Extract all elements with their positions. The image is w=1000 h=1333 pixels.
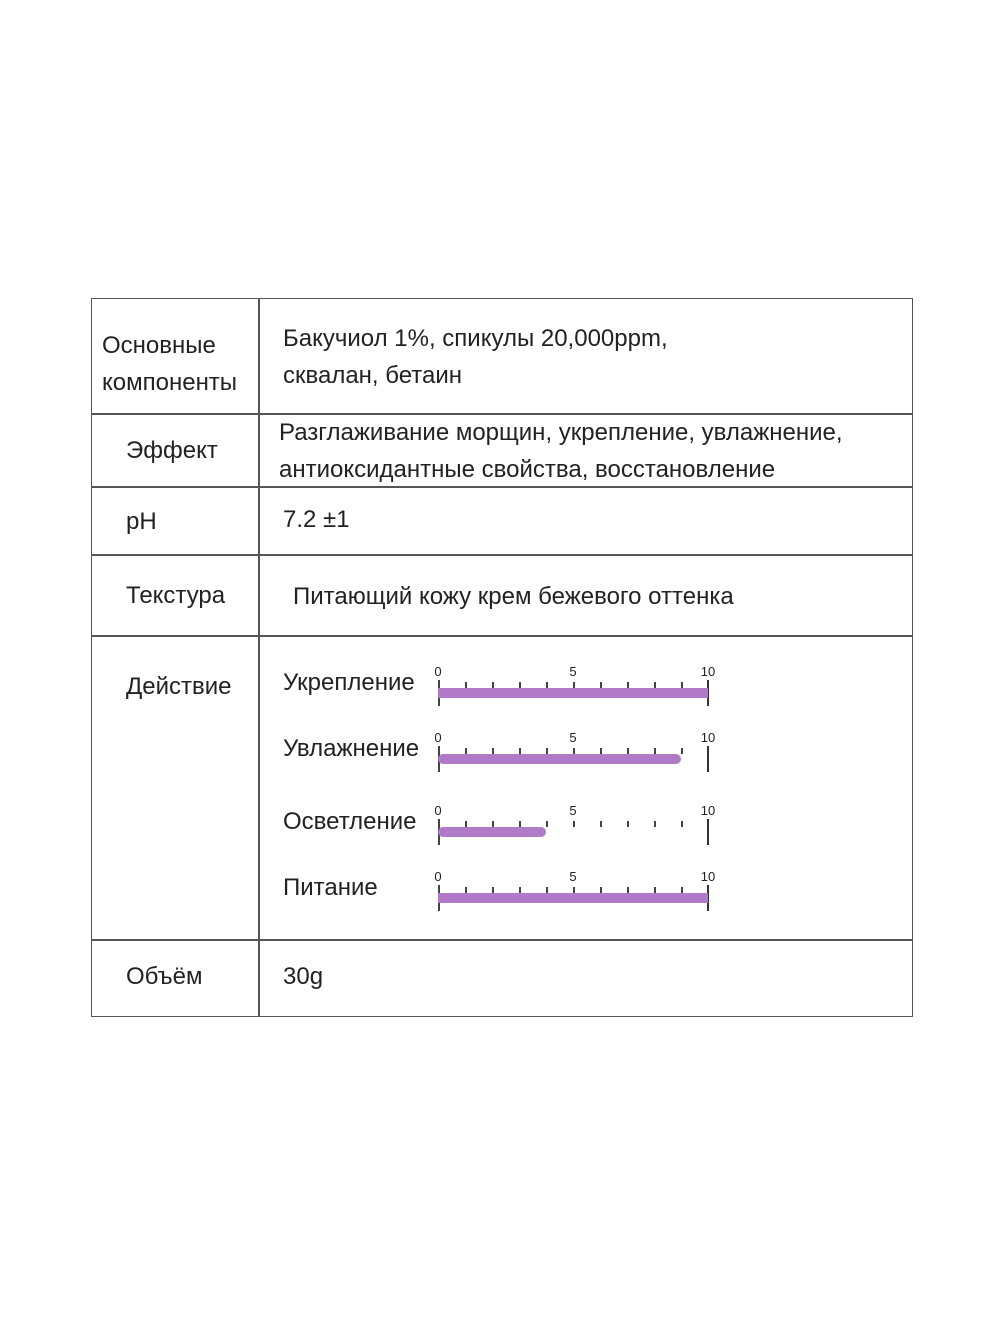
rating-scale [430, 869, 720, 919]
row-divider [91, 635, 913, 637]
scale-bar [438, 893, 708, 903]
action-label: Действие [126, 673, 232, 700]
scale-tick-label: 0 [434, 869, 442, 884]
effect-value-line2: антиоксидантные свойства, восстановление [279, 456, 776, 483]
components-label-line2: компоненты [102, 369, 238, 396]
rating-scale [430, 664, 720, 714]
volume-value: 30g [283, 963, 324, 990]
scale-end-tick [707, 746, 709, 772]
scale-end-tick [707, 819, 709, 845]
texture-value: Питающий кожу крем бежевого оттенка [293, 583, 734, 610]
scale-tick-label: 5 [569, 664, 577, 679]
column-divider [258, 298, 260, 1017]
scale-tick [546, 821, 548, 827]
scale-tick [573, 821, 575, 827]
scale-tick-label: 0 [434, 803, 442, 818]
scale-tick-label: 10 [700, 869, 716, 884]
scale-bar [438, 754, 681, 764]
components-label-line1: Основные [102, 332, 216, 359]
effect-value-line1: Разглаживание морщин, укрепление, увлажнение, [279, 419, 843, 446]
row-divider [91, 554, 913, 556]
scale-tick-label: 10 [700, 803, 716, 818]
scale-tick-label: 0 [434, 730, 442, 745]
ph-label: pH [126, 508, 157, 535]
scale-tick [681, 748, 683, 754]
scale-bar [438, 688, 708, 698]
scale-tick [627, 821, 629, 827]
scale-tick [600, 821, 602, 827]
ph-value: 7.2 ±1 [283, 506, 350, 533]
scale-tick [681, 821, 683, 827]
scale-tick-label: 5 [569, 803, 577, 818]
scale-label: Питание [283, 874, 378, 901]
scale-label: Осветление [283, 808, 417, 835]
texture-label: Текстура [126, 582, 226, 609]
volume-label: Объём [126, 963, 203, 990]
scale-tick-label: 10 [700, 664, 716, 679]
rating-scale [430, 730, 720, 780]
components-value-line1: Бакучиол 1%, спикулы 20,000ppm, [283, 325, 668, 352]
scale-label: Укрепление [283, 669, 415, 696]
rating-scale [430, 803, 720, 853]
effect-label: Эффект [126, 437, 218, 464]
scale-tick-label: 10 [700, 730, 716, 745]
components-value-line2: сквалан, бетаин [283, 362, 463, 389]
scale-tick-label: 5 [569, 869, 577, 884]
scale-label: Увлажнение [283, 735, 420, 762]
scale-bar [438, 827, 546, 837]
scale-tick-label: 5 [569, 730, 577, 745]
row-divider [91, 939, 913, 941]
scale-tick [654, 821, 656, 827]
scale-tick-label: 0 [434, 664, 442, 679]
